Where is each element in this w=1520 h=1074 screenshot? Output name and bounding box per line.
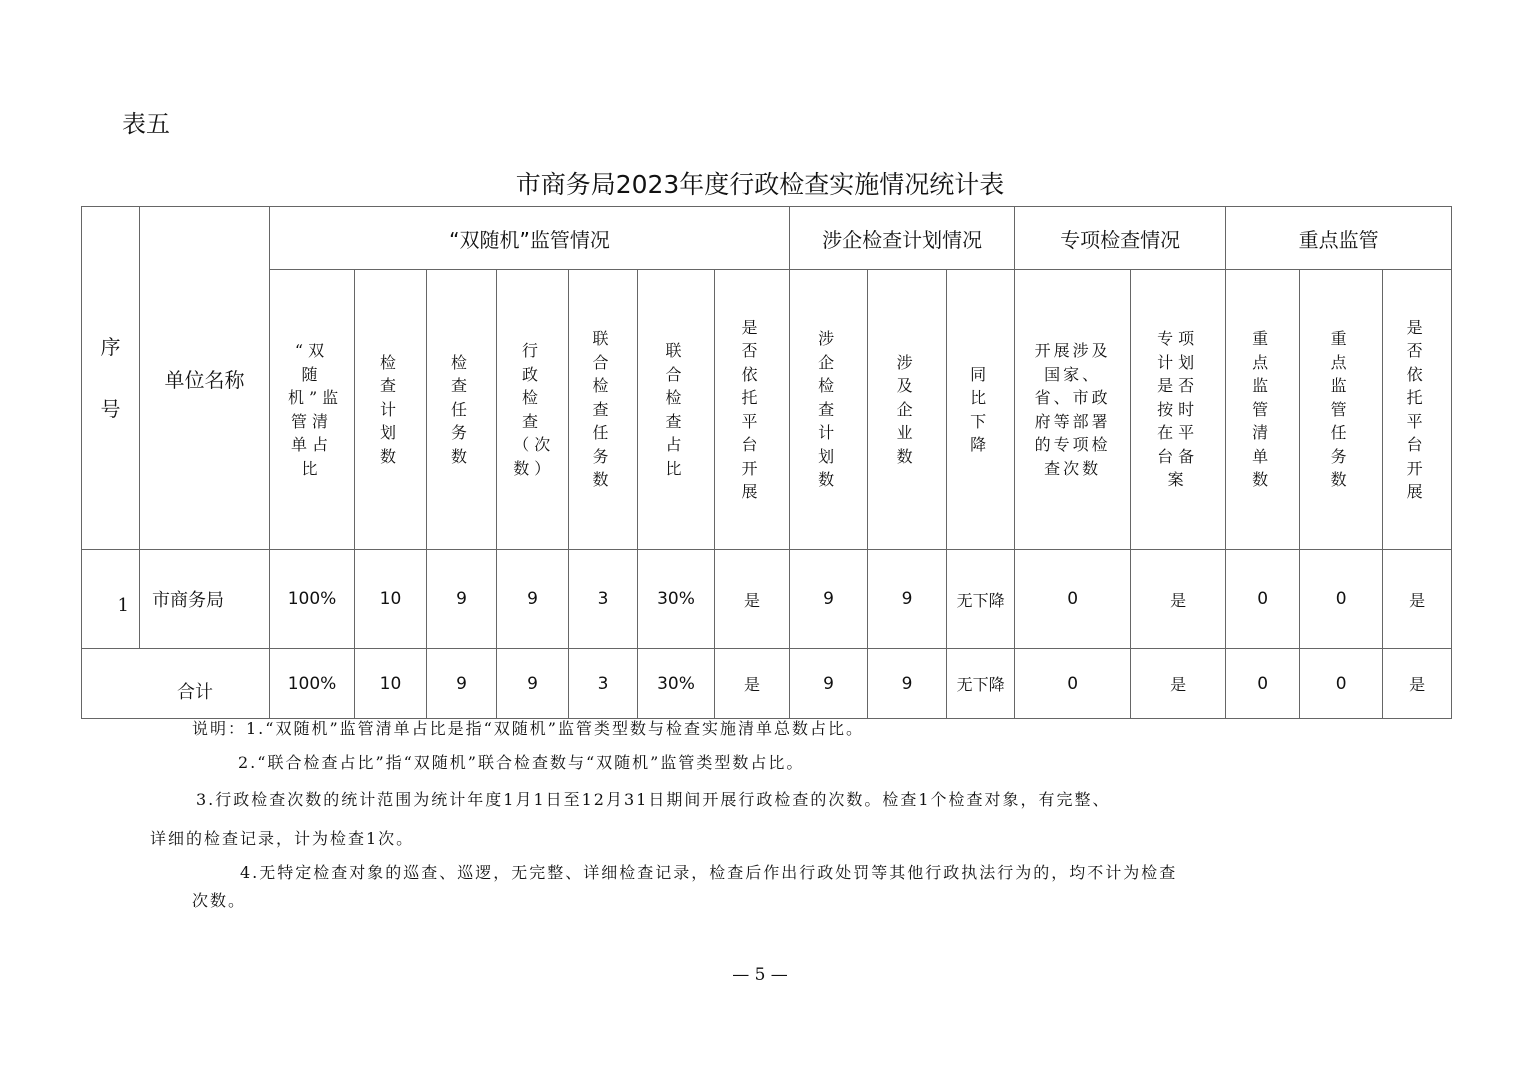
total-yoy-decrease: 无下降 xyxy=(947,649,1015,719)
header-key-list-count: 重点监管清单数 xyxy=(1226,270,1300,550)
total-plan-count: 10 xyxy=(355,649,427,719)
header-enterprise-plan-count: 涉企检查计划数 xyxy=(790,270,868,550)
header-plan-count: 检查计划数 xyxy=(355,270,427,550)
total-platform-based: 是 xyxy=(715,649,790,719)
header-joint-ratio: 联合检查占比 xyxy=(638,270,715,550)
cell-admin-inspections: 9 xyxy=(497,550,569,649)
group-enterprise-plan: 涉企检查计划情况 xyxy=(790,207,1015,270)
cell-special-filed: 是 xyxy=(1131,550,1226,649)
total-key-list-count: 0 xyxy=(1226,649,1300,719)
header-unit-name: 单位名称 xyxy=(140,207,270,550)
group-special-inspection: 专项检查情况 xyxy=(1015,207,1226,270)
table-label: 表五 xyxy=(122,110,170,138)
header-joint-task-count: 联合检查任务数 xyxy=(569,270,638,550)
cell-joint-ratio: 30% xyxy=(638,550,715,649)
header-key-task-count: 重点监管任务数 xyxy=(1300,270,1383,550)
cell-random-list-ratio: 100% xyxy=(270,550,355,649)
header-enterprise-count: 涉及企业数 xyxy=(868,270,947,550)
total-enterprise-count: 9 xyxy=(868,649,947,719)
total-task-count: 9 xyxy=(427,649,497,719)
cell-key-platform-based: 是 xyxy=(1383,550,1452,649)
header-task-count: 检查任务数 xyxy=(427,270,497,550)
statistics-table xyxy=(81,206,1452,719)
cell-enterprise-count: 9 xyxy=(868,550,947,649)
row-unit-name: 市商务局 xyxy=(140,550,270,649)
header-special-filed: 专项计划是否按时在平台备案 xyxy=(1131,270,1226,550)
row-index: 1 xyxy=(82,550,140,649)
total-joint-ratio: 30% xyxy=(638,649,715,719)
header-admin-inspections: 行政检查（次数） xyxy=(497,270,569,550)
note-1: 说明：1.“双随机”监管清单占比是指“双随机”监管类型数与检查实施清单总数占比。 xyxy=(192,719,864,738)
cell-yoy-decrease: 无下降 xyxy=(947,550,1015,649)
total-key-platform-based: 是 xyxy=(1383,649,1452,719)
total-key-task-count: 0 xyxy=(1300,649,1383,719)
group-random-supervision: “双随机”监管情况 xyxy=(270,207,790,270)
total-random-list-ratio: 100% xyxy=(270,649,355,719)
total-special-filed: 是 xyxy=(1131,649,1226,719)
total-special-count: 0 xyxy=(1015,649,1131,719)
table-row xyxy=(82,550,1452,649)
header-special-count: 开展涉及国家、省、市政府等部署的专项检查次数 xyxy=(1015,270,1131,550)
cell-joint-task-count: 3 xyxy=(569,550,638,649)
note-3: 3.行政检查次数的统计范围为统计年度1月1日至12月31日期间开展行政检查的次数。检查1个检查对象，有完整、 xyxy=(196,790,1111,809)
header-key-platform-based: 是否依托平台开展 xyxy=(1383,270,1452,550)
cell-special-count: 0 xyxy=(1015,550,1131,649)
header-index: 序号 xyxy=(82,207,140,550)
header-random-list-ratio: “双随机”监管清单占比 xyxy=(270,270,355,550)
note-4-continued: 次数。 xyxy=(192,891,247,910)
note-4: 4.无特定检查对象的巡查、巡逻，无完整、详细检查记录，检查后作出行政处罚等其他行政执法行为的，均不计为检查 xyxy=(240,863,1178,882)
cell-key-list-count: 0 xyxy=(1226,550,1300,649)
cell-plan-count: 10 xyxy=(355,550,427,649)
note-2: 2.“联合检查占比”指“双随机”联合检查数与“双随机”监管类型数占比。 xyxy=(238,753,805,772)
header-platform-based: 是否依托平台开展 xyxy=(715,270,790,550)
total-joint-task-count: 3 xyxy=(569,649,638,719)
total-row xyxy=(82,649,1452,719)
page-title: 市商务局2023年度行政检查实施情况统计表 xyxy=(515,170,1005,199)
page-number: — 5 — xyxy=(732,965,788,985)
note-3-continued: 详细的检查记录，计为检查1次。 xyxy=(150,829,415,848)
group-key-supervision: 重点监管 xyxy=(1226,207,1452,270)
total-label: 合计 xyxy=(82,649,270,719)
cell-task-count: 9 xyxy=(427,550,497,649)
total-enterprise-plan-count: 9 xyxy=(790,649,868,719)
cell-enterprise-plan-count: 9 xyxy=(790,550,868,649)
cell-key-task-count: 0 xyxy=(1300,550,1383,649)
header-yoy-decrease: 同比下降 xyxy=(947,270,1015,550)
total-admin-inspections: 9 xyxy=(497,649,569,719)
cell-platform-based: 是 xyxy=(715,550,790,649)
